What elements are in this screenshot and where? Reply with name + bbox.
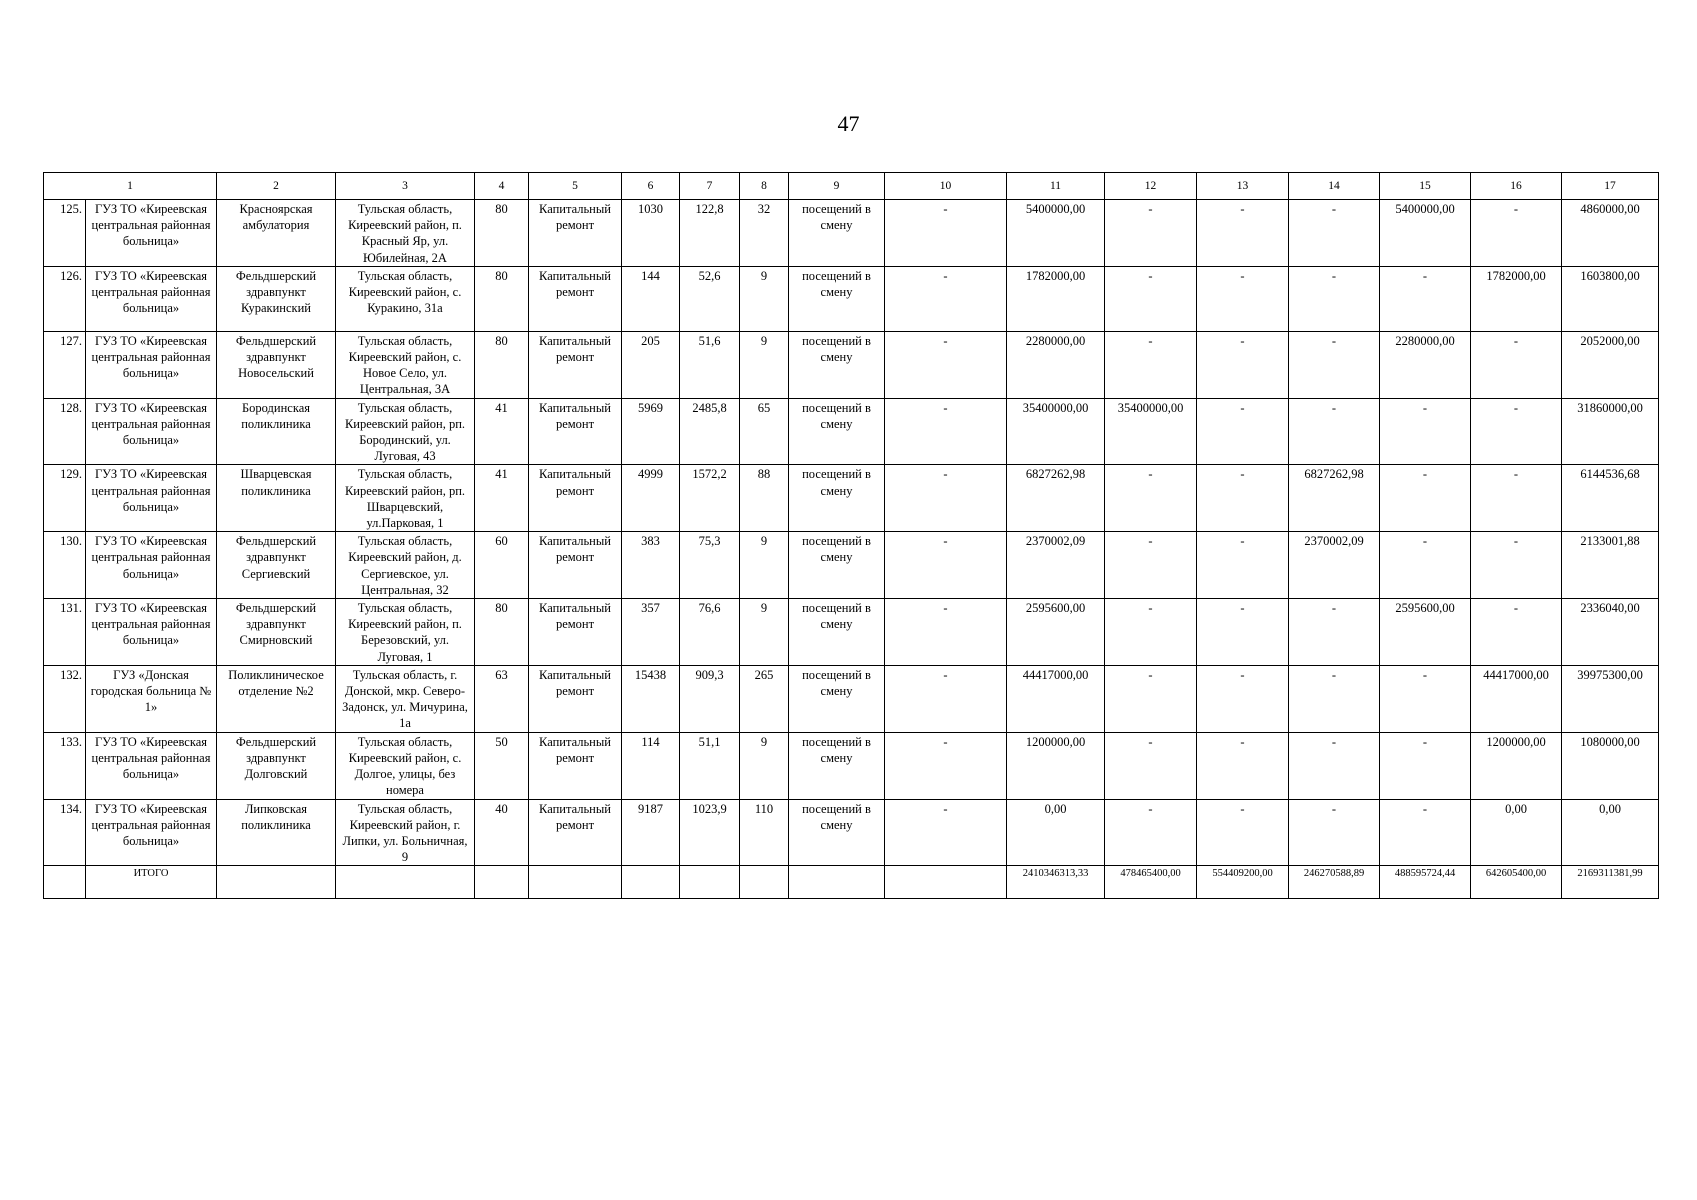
col-4-value: 80 bbox=[475, 599, 529, 666]
col-7-value: 52,6 bbox=[680, 266, 740, 331]
col-12-value: - bbox=[1105, 266, 1197, 331]
total-cell-empty bbox=[529, 866, 622, 899]
header-cell: 10 bbox=[885, 173, 1007, 200]
col-15-value: - bbox=[1380, 665, 1471, 732]
total-value: 554409200,00 bbox=[1197, 866, 1289, 899]
col-8-value: 9 bbox=[740, 331, 789, 398]
col-12-value: - bbox=[1105, 665, 1197, 732]
row-number: 133. bbox=[44, 732, 86, 799]
col-10-value: - bbox=[885, 465, 1007, 532]
col-15-value: - bbox=[1380, 532, 1471, 599]
header-cell: 8 bbox=[740, 173, 789, 200]
col-14-value: 2370002,09 bbox=[1289, 532, 1380, 599]
col-11-value: 2370002,09 bbox=[1007, 532, 1105, 599]
total-cell-empty bbox=[885, 866, 1007, 899]
col-8-value: 9 bbox=[740, 532, 789, 599]
col-6-value: 1030 bbox=[622, 200, 680, 267]
facility-address: Тульская область, Киреевский район, рп. Шварцевский, ул.Парковая, 1 bbox=[336, 465, 475, 532]
col-4-value: 80 bbox=[475, 331, 529, 398]
col-10-value: - bbox=[885, 732, 1007, 799]
table-row bbox=[44, 331, 1659, 398]
capacity-unit: посещений в смену bbox=[789, 732, 885, 799]
col-11-value: 2595600,00 bbox=[1007, 599, 1105, 666]
facility-name: Поликлиническое отделение №2 bbox=[217, 665, 336, 732]
col-13-value: - bbox=[1197, 599, 1289, 666]
col-6-value: 383 bbox=[622, 532, 680, 599]
table-row bbox=[44, 266, 1659, 331]
row-number: 126. bbox=[44, 266, 86, 331]
col-7-value: 51,6 bbox=[680, 331, 740, 398]
work-type: Капитальный ремонт bbox=[529, 732, 622, 799]
capacity-unit: посещений в смену bbox=[789, 799, 885, 866]
col-17-value: 1603800,00 bbox=[1562, 266, 1659, 331]
facility-address: Тульская область, г. Донской, мкр. Северо-Задонск, ул. Мичурина, 1а bbox=[336, 665, 475, 732]
col-17-value: 0,00 bbox=[1562, 799, 1659, 866]
col-8-value: 9 bbox=[740, 266, 789, 331]
capacity-unit: посещений в смену bbox=[789, 532, 885, 599]
col-4-value: 80 bbox=[475, 200, 529, 267]
col-10-value: - bbox=[885, 200, 1007, 267]
col-16-value: - bbox=[1471, 532, 1562, 599]
col-12-value: - bbox=[1105, 532, 1197, 599]
col-12-value: - bbox=[1105, 732, 1197, 799]
total-cell-empty bbox=[740, 866, 789, 899]
col-12-value: - bbox=[1105, 331, 1197, 398]
col-13-value: - bbox=[1197, 799, 1289, 866]
col-12-value: 35400000,00 bbox=[1105, 398, 1197, 465]
facility-address: Тульская область, Киреевский район, п. Красный Яр, ул. Юбилейная, 2А bbox=[336, 200, 475, 267]
table-row bbox=[44, 465, 1659, 532]
col-17-value: 4860000,00 bbox=[1562, 200, 1659, 267]
capacity-unit: посещений в смену bbox=[789, 266, 885, 331]
work-type: Капитальный ремонт bbox=[529, 331, 622, 398]
total-value: 488595724,44 bbox=[1380, 866, 1471, 899]
col-10-value: - bbox=[885, 266, 1007, 331]
table-row bbox=[44, 732, 1659, 799]
total-cell-empty bbox=[475, 866, 529, 899]
col-14-value: - bbox=[1289, 266, 1380, 331]
total-cell-empty bbox=[680, 866, 740, 899]
total-label: ИТОГО bbox=[86, 866, 217, 899]
institution-name: ГУЗ ТО «Киреевская центральная районная больница» bbox=[86, 266, 217, 331]
facility-address: Тульская область, Киреевский район, с. Новое Село, ул. Центральная, 3А bbox=[336, 331, 475, 398]
institution-name: ГУЗ ТО «Киреевская центральная районная больница» bbox=[86, 732, 217, 799]
col-16-value: 1782000,00 bbox=[1471, 266, 1562, 331]
capacity-unit: посещений в смену bbox=[789, 665, 885, 732]
col-15-value: 5400000,00 bbox=[1380, 200, 1471, 267]
col-14-value: - bbox=[1289, 599, 1380, 666]
col-17-value: 2133001,88 bbox=[1562, 532, 1659, 599]
header-cell: 7 bbox=[680, 173, 740, 200]
work-type: Капитальный ремонт bbox=[529, 799, 622, 866]
row-number: 132. bbox=[44, 665, 86, 732]
col-4-value: 40 bbox=[475, 799, 529, 866]
col-15-value: - bbox=[1380, 465, 1471, 532]
institution-name: ГУЗ ТО «Киреевская центральная районная больница» bbox=[86, 331, 217, 398]
col-7-value: 1023,9 bbox=[680, 799, 740, 866]
col-17-value: 31860000,00 bbox=[1562, 398, 1659, 465]
col-14-value: - bbox=[1289, 732, 1380, 799]
col-17-value: 39975300,00 bbox=[1562, 665, 1659, 732]
col-7-value: 2485,8 bbox=[680, 398, 740, 465]
facility-name: Шварцевская поликлиника bbox=[217, 465, 336, 532]
header-cell: 6 bbox=[622, 173, 680, 200]
total-value: 478465400,00 bbox=[1105, 866, 1197, 899]
total-value: 2169311381,99 bbox=[1562, 866, 1659, 899]
work-type: Капитальный ремонт bbox=[529, 665, 622, 732]
col-13-value: - bbox=[1197, 732, 1289, 799]
col-6-value: 144 bbox=[622, 266, 680, 331]
facility-address: Тульская область, Киреевский район, д. Сергиевское, ул. Центральная, 32 bbox=[336, 532, 475, 599]
header-cell: 5 bbox=[529, 173, 622, 200]
header-cell: 15 bbox=[1380, 173, 1471, 200]
total-cell-empty bbox=[622, 866, 680, 899]
col-13-value: - bbox=[1197, 665, 1289, 732]
capacity-unit: посещений в смену bbox=[789, 200, 885, 267]
col-12-value: - bbox=[1105, 599, 1197, 666]
header-cell: 1 bbox=[44, 173, 217, 200]
capacity-unit: посещений в смену bbox=[789, 398, 885, 465]
col-13-value: - bbox=[1197, 331, 1289, 398]
col-10-value: - bbox=[885, 398, 1007, 465]
row-number: 134. bbox=[44, 799, 86, 866]
col-6-value: 15438 bbox=[622, 665, 680, 732]
col-17-value: 2336040,00 bbox=[1562, 599, 1659, 666]
col-10-value: - bbox=[885, 331, 1007, 398]
row-number: 128. bbox=[44, 398, 86, 465]
col-16-value: - bbox=[1471, 465, 1562, 532]
col-6-value: 4999 bbox=[622, 465, 680, 532]
table-row bbox=[44, 599, 1659, 666]
col-4-value: 50 bbox=[475, 732, 529, 799]
col-11-value: 35400000,00 bbox=[1007, 398, 1105, 465]
col-6-value: 114 bbox=[622, 732, 680, 799]
facility-address: Тульская область, Киреевский район, г. Липки, ул. Больничная, 9 bbox=[336, 799, 475, 866]
header-cell: 16 bbox=[1471, 173, 1562, 200]
facility-address: Тульская область, Киреевский район, п. Березовский, ул. Луговая, 1 bbox=[336, 599, 475, 666]
col-6-value: 9187 bbox=[622, 799, 680, 866]
col-12-value: - bbox=[1105, 200, 1197, 267]
work-type: Капитальный ремонт bbox=[529, 599, 622, 666]
header-cell: 4 bbox=[475, 173, 529, 200]
facility-address: Тульская область, Киреевский район, с. Куракино, 31а bbox=[336, 266, 475, 331]
table-body bbox=[44, 200, 1659, 899]
row-number: 129. bbox=[44, 465, 86, 532]
col-7-value: 51,1 bbox=[680, 732, 740, 799]
col-12-value: - bbox=[1105, 799, 1197, 866]
col-17-value: 1080000,00 bbox=[1562, 732, 1659, 799]
col-13-value: - bbox=[1197, 465, 1289, 532]
row-number: 127. bbox=[44, 331, 86, 398]
work-type: Капитальный ремонт bbox=[529, 266, 622, 331]
row-number: 125. bbox=[44, 200, 86, 267]
col-7-value: 1572,2 bbox=[680, 465, 740, 532]
col-7-value: 122,8 bbox=[680, 200, 740, 267]
facility-name: Фельдшерский здравпункт Смирновский bbox=[217, 599, 336, 666]
total-row bbox=[44, 866, 1659, 899]
total-value: 642605400,00 bbox=[1471, 866, 1562, 899]
header-cell: 12 bbox=[1105, 173, 1197, 200]
total-cell-empty bbox=[217, 866, 336, 899]
institution-name: ГУЗ ТО «Киреевская центральная районная больница» bbox=[86, 532, 217, 599]
col-11-value: 5400000,00 bbox=[1007, 200, 1105, 267]
col-15-value: 2595600,00 bbox=[1380, 599, 1471, 666]
header-cell: 9 bbox=[789, 173, 885, 200]
col-16-value: 1200000,00 bbox=[1471, 732, 1562, 799]
col-16-value: - bbox=[1471, 599, 1562, 666]
col-15-value: 2280000,00 bbox=[1380, 331, 1471, 398]
page-number: 47 bbox=[837, 111, 860, 136]
table-row bbox=[44, 799, 1659, 866]
col-14-value: - bbox=[1289, 799, 1380, 866]
col-11-value: 0,00 bbox=[1007, 799, 1105, 866]
col-16-value: - bbox=[1471, 331, 1562, 398]
col-16-value: 44417000,00 bbox=[1471, 665, 1562, 732]
header-cell: 3 bbox=[336, 173, 475, 200]
col-8-value: 265 bbox=[740, 665, 789, 732]
header-cell: 14 bbox=[1289, 173, 1380, 200]
total-value: 246270588,89 bbox=[1289, 866, 1380, 899]
facility-name: Фельдшерский здравпункт Сергиевский bbox=[217, 532, 336, 599]
total-cell-empty bbox=[789, 866, 885, 899]
col-11-value: 1200000,00 bbox=[1007, 732, 1105, 799]
facility-name: Красноярская амбулатория bbox=[217, 200, 336, 267]
col-8-value: 9 bbox=[740, 599, 789, 666]
row-number: 131. bbox=[44, 599, 86, 666]
institution-name: ГУЗ ТО «Киреевская центральная районная больница» bbox=[86, 200, 217, 267]
total-value: 2410346313,33 bbox=[1007, 866, 1105, 899]
col-8-value: 110 bbox=[740, 799, 789, 866]
table-row bbox=[44, 398, 1659, 465]
facility-name: Фельдшерский здравпункт Новосельский bbox=[217, 331, 336, 398]
work-type: Капитальный ремонт bbox=[529, 200, 622, 267]
facility-address: Тульская область, Киреевский район, рп. Бородинский, ул. Луговая, 43 bbox=[336, 398, 475, 465]
row-number: 130. bbox=[44, 532, 86, 599]
col-13-value: - bbox=[1197, 398, 1289, 465]
col-16-value: 0,00 bbox=[1471, 799, 1562, 866]
col-14-value: - bbox=[1289, 665, 1380, 732]
facility-name: Липковская поликлиника bbox=[217, 799, 336, 866]
col-17-value: 6144536,68 bbox=[1562, 465, 1659, 532]
col-17-value: 2052000,00 bbox=[1562, 331, 1659, 398]
col-13-value: - bbox=[1197, 200, 1289, 267]
col-11-value: 1782000,00 bbox=[1007, 266, 1105, 331]
table-row bbox=[44, 665, 1659, 732]
col-7-value: 909,3 bbox=[680, 665, 740, 732]
col-7-value: 76,6 bbox=[680, 599, 740, 666]
col-6-value: 5969 bbox=[622, 398, 680, 465]
col-8-value: 88 bbox=[740, 465, 789, 532]
col-13-value: - bbox=[1197, 266, 1289, 331]
col-6-value: 205 bbox=[622, 331, 680, 398]
institution-name: ГУЗ ТО «Киреевская центральная районная больница» bbox=[86, 465, 217, 532]
col-14-value: 6827262,98 bbox=[1289, 465, 1380, 532]
col-4-value: 63 bbox=[475, 665, 529, 732]
header-row bbox=[44, 173, 1659, 200]
col-14-value: - bbox=[1289, 331, 1380, 398]
capacity-unit: посещений в смену bbox=[789, 465, 885, 532]
col-11-value: 6827262,98 bbox=[1007, 465, 1105, 532]
work-type: Капитальный ремонт bbox=[529, 465, 622, 532]
capacity-unit: посещений в смену bbox=[789, 599, 885, 666]
col-7-value: 75,3 bbox=[680, 532, 740, 599]
col-11-value: 2280000,00 bbox=[1007, 331, 1105, 398]
col-8-value: 32 bbox=[740, 200, 789, 267]
col-10-value: - bbox=[885, 799, 1007, 866]
col-11-value: 44417000,00 bbox=[1007, 665, 1105, 732]
col-12-value: - bbox=[1105, 465, 1197, 532]
capacity-unit: посещений в смену bbox=[789, 331, 885, 398]
col-10-value: - bbox=[885, 665, 1007, 732]
facility-name: Фельдшерский здравпункт Долговский bbox=[217, 732, 336, 799]
col-4-value: 60 bbox=[475, 532, 529, 599]
table-row bbox=[44, 200, 1659, 267]
header-cell: 11 bbox=[1007, 173, 1105, 200]
total-cell-empty bbox=[336, 866, 475, 899]
col-14-value: - bbox=[1289, 200, 1380, 267]
work-type: Капитальный ремонт bbox=[529, 398, 622, 465]
col-15-value: - bbox=[1380, 398, 1471, 465]
header-cell: 13 bbox=[1197, 173, 1289, 200]
data-table bbox=[43, 172, 1659, 899]
col-8-value: 9 bbox=[740, 732, 789, 799]
facility-name: Бородинская поликлиника bbox=[217, 398, 336, 465]
col-16-value: - bbox=[1471, 200, 1562, 267]
col-16-value: - bbox=[1471, 398, 1562, 465]
work-type: Капитальный ремонт bbox=[529, 532, 622, 599]
col-8-value: 65 bbox=[740, 398, 789, 465]
header-cell: 17 bbox=[1562, 173, 1659, 200]
institution-name: ГУЗ ТО «Киреевская центральная районная больница» bbox=[86, 398, 217, 465]
col-4-value: 41 bbox=[475, 398, 529, 465]
col-10-value: - bbox=[885, 599, 1007, 666]
header-cell: 2 bbox=[217, 173, 336, 200]
col-10-value: - bbox=[885, 532, 1007, 599]
col-14-value: - bbox=[1289, 398, 1380, 465]
col-4-value: 41 bbox=[475, 465, 529, 532]
institution-name: ГУЗ ТО «Киреевская центральная районная больница» bbox=[86, 599, 217, 666]
col-4-value: 80 bbox=[475, 266, 529, 331]
facility-address: Тульская область, Киреевский район, с. Долгое, улицы, без номера bbox=[336, 732, 475, 799]
col-15-value: - bbox=[1380, 799, 1471, 866]
institution-name: ГУЗ «Донская городская больница № 1» bbox=[86, 665, 217, 732]
col-15-value: - bbox=[1380, 266, 1471, 331]
facility-name: Фельдшерский здравпункт Куракинский bbox=[217, 266, 336, 331]
total-cell-empty bbox=[44, 866, 86, 899]
col-6-value: 357 bbox=[622, 599, 680, 666]
table-row bbox=[44, 532, 1659, 599]
col-13-value: - bbox=[1197, 532, 1289, 599]
col-15-value: - bbox=[1380, 732, 1471, 799]
institution-name: ГУЗ ТО «Киреевская центральная районная больница» bbox=[86, 799, 217, 866]
